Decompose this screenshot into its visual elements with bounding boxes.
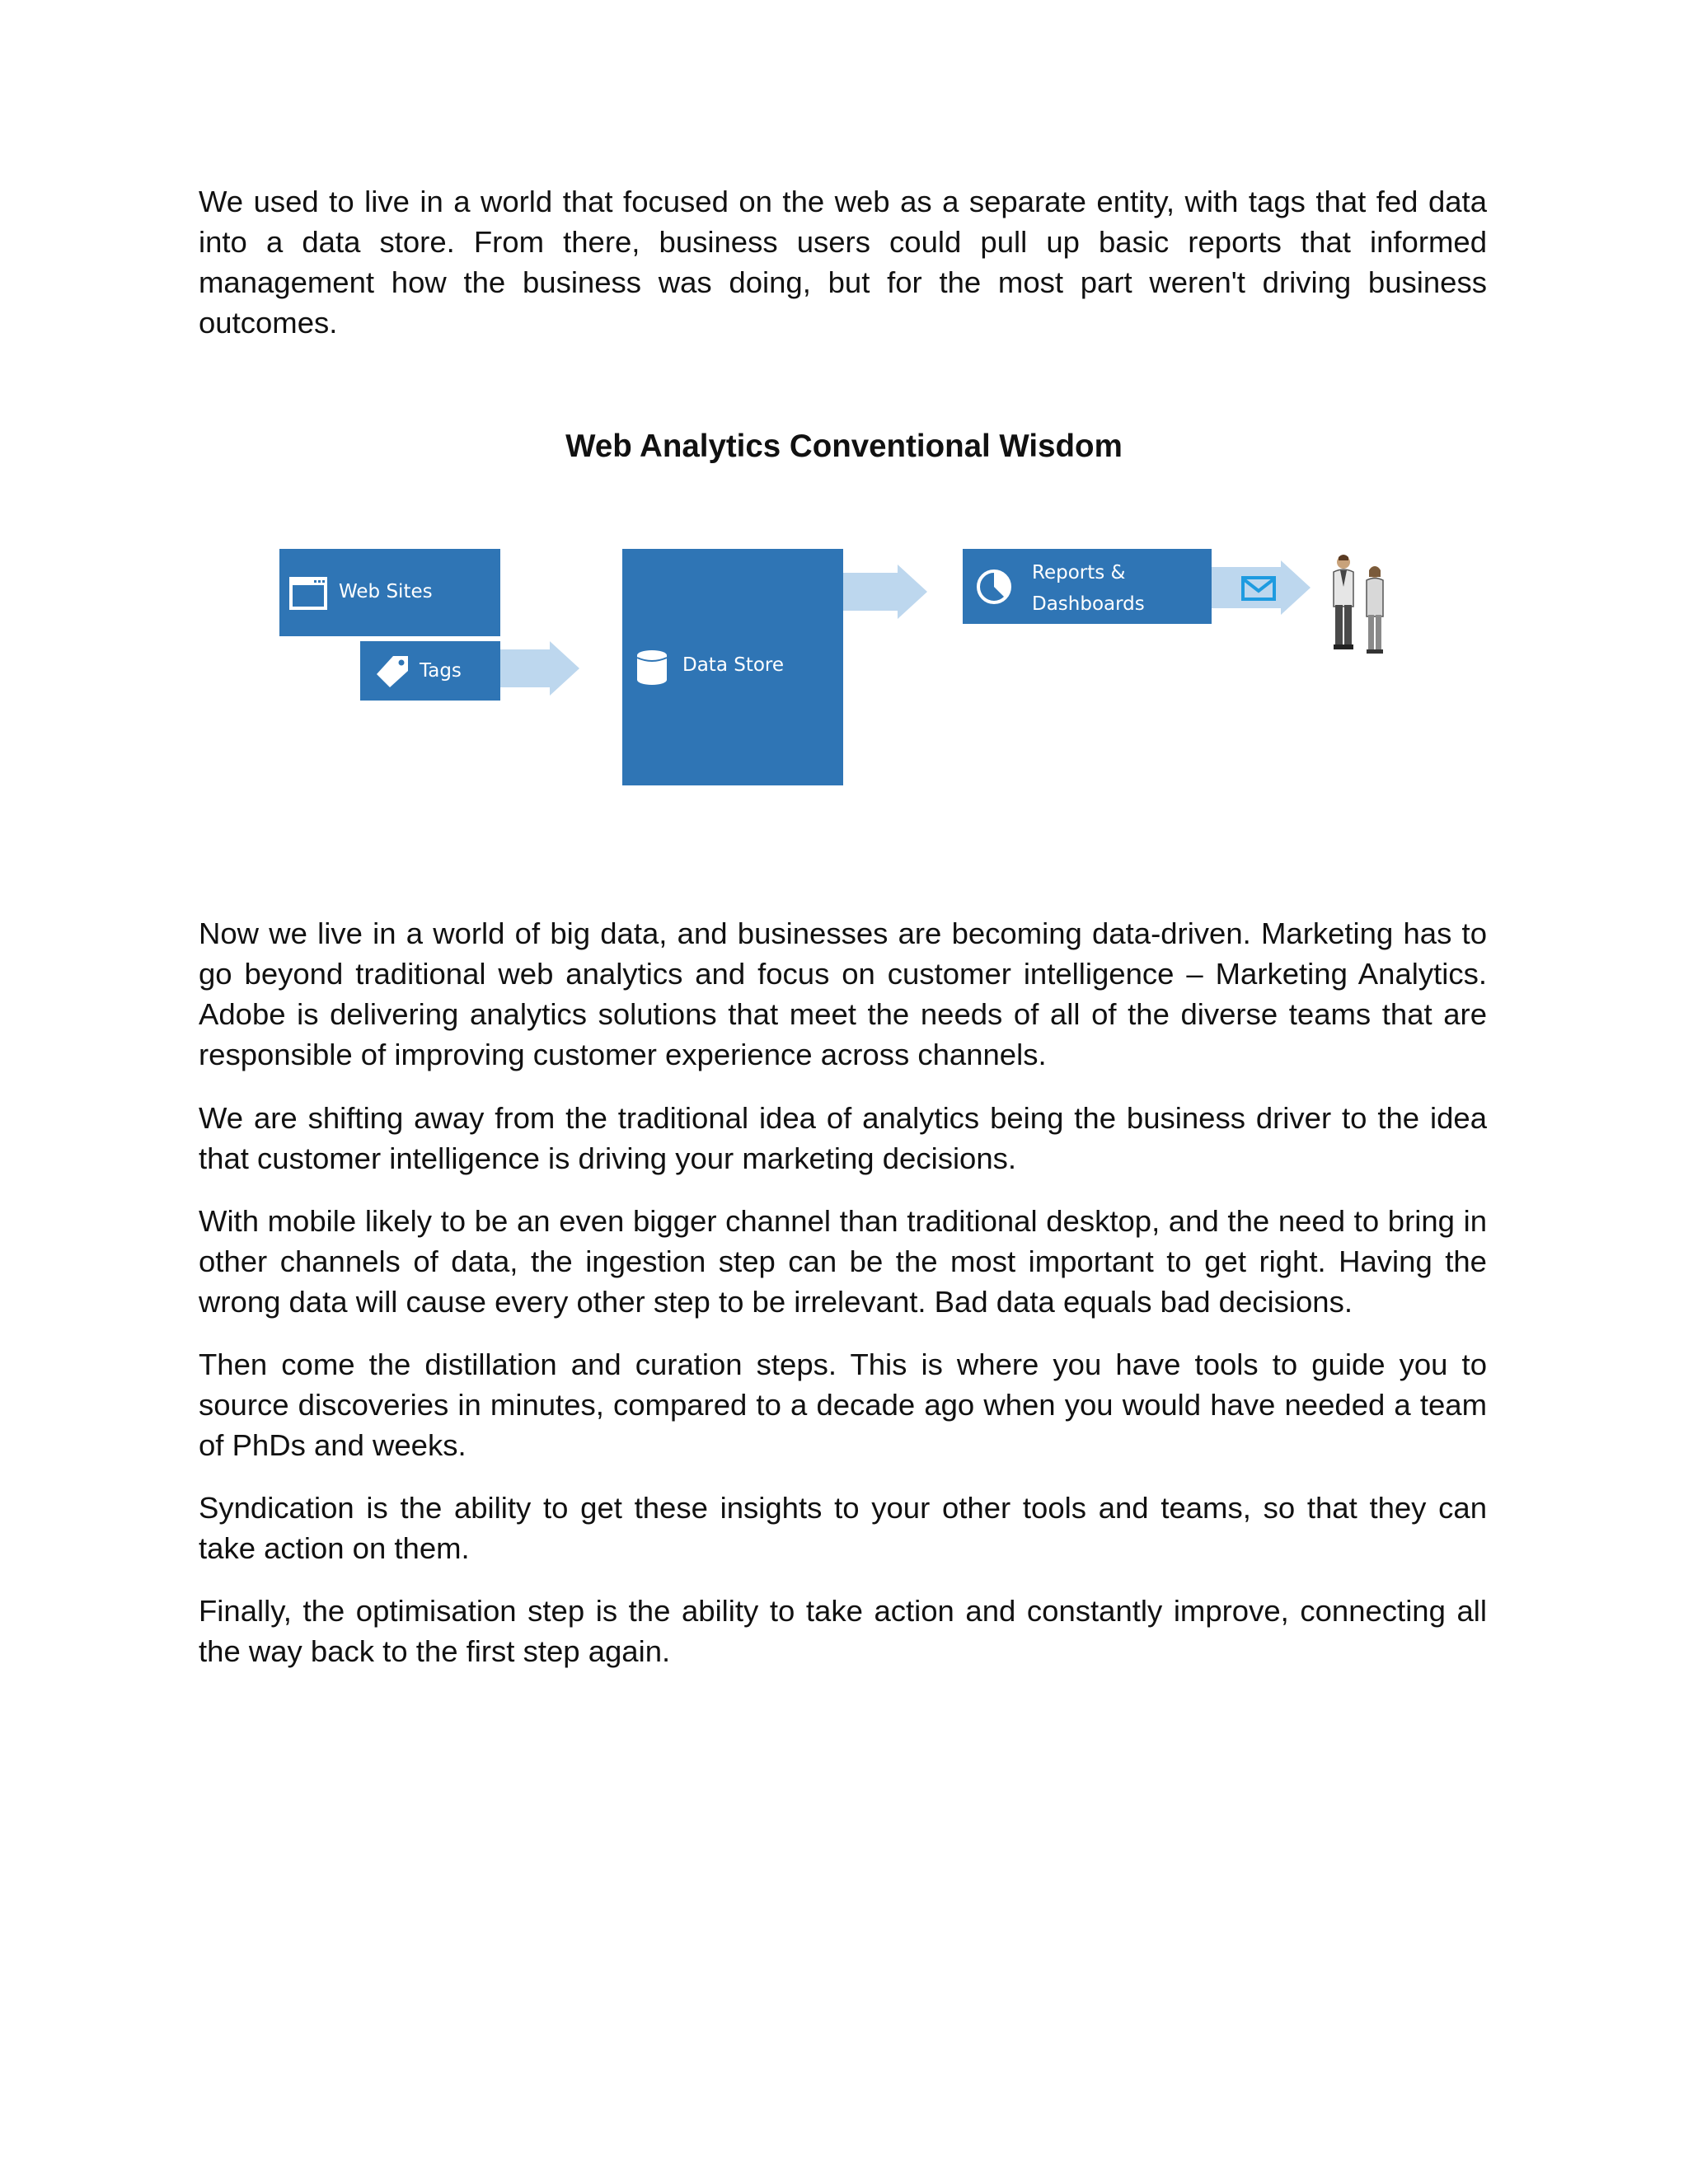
arrow-datastore-to-reports xyxy=(843,565,927,619)
syndication-paragraph: Syndication is the ability to get these insights to your other tools and teams, so that they can take action on them. xyxy=(199,1491,1487,1565)
shift-paragraph: We are shifting away from the traditional idea of analytics being the business driver to the idea that customer intelligence is driving your marketing decisions. xyxy=(199,1101,1487,1175)
database-icon xyxy=(635,649,668,686)
reports-dashboards-box xyxy=(963,549,1212,624)
tag-icon xyxy=(373,654,410,689)
intro-paragraph: We used to live in a world that focused on the web as a separate entity, with tags that fed data into a data store. From there, business users could pull up basic reports that informed management how the business was doing, but for the most part weren't driving business outcomes. xyxy=(199,185,1487,340)
people-icon xyxy=(1327,554,1393,658)
data-store-label: Data Store xyxy=(682,654,785,676)
envelope-icon xyxy=(1241,576,1276,601)
pie-chart-icon xyxy=(976,569,1012,605)
tags-box xyxy=(360,641,500,701)
web-sites-label: Web Sites xyxy=(339,581,433,602)
data-store-box xyxy=(622,549,843,785)
web-sites-box xyxy=(279,549,500,636)
distillation-paragraph: Then come the distillation and curation steps. This is where you have tools to guide you to source discoveries in minutes, compared to a decade ago when you would have needed a team of PhDs and weeks. xyxy=(199,1347,1487,1462)
reports-dashboards-label: Reports & Dashboards xyxy=(1032,562,1145,615)
mobile-paragraph: With mobile likely to be an even bigger channel than traditional desktop, and the need to bring in other channels of data, the ingestion step can be the most important to get right. Having the wrong data will cause every other step to be irrelevant. Bad data equals bad decisions. xyxy=(199,1204,1487,1319)
browser-window-icon xyxy=(289,577,327,610)
big-data-paragraph: Now we live in a world of big data, and businesses are becoming data-driven. Marketing has to go beyond traditional web analytics and focus on customer intelligence – Marketing Analytics. Adobe is delivering analytics solutions that meet the needs of all of the diverse teams that are responsible of improving customer experience across channels. xyxy=(199,916,1487,1071)
optimisation-paragraph: Finally, the optimisation step is the ability to take action and constantly improve, connecting all the way back to the first step again. xyxy=(199,1594,1487,1668)
figure-title: Web Analytics Conventional Wisdom xyxy=(565,429,1123,464)
tags-label: Tags xyxy=(420,660,462,682)
arrow-tags-to-datastore xyxy=(500,641,579,696)
